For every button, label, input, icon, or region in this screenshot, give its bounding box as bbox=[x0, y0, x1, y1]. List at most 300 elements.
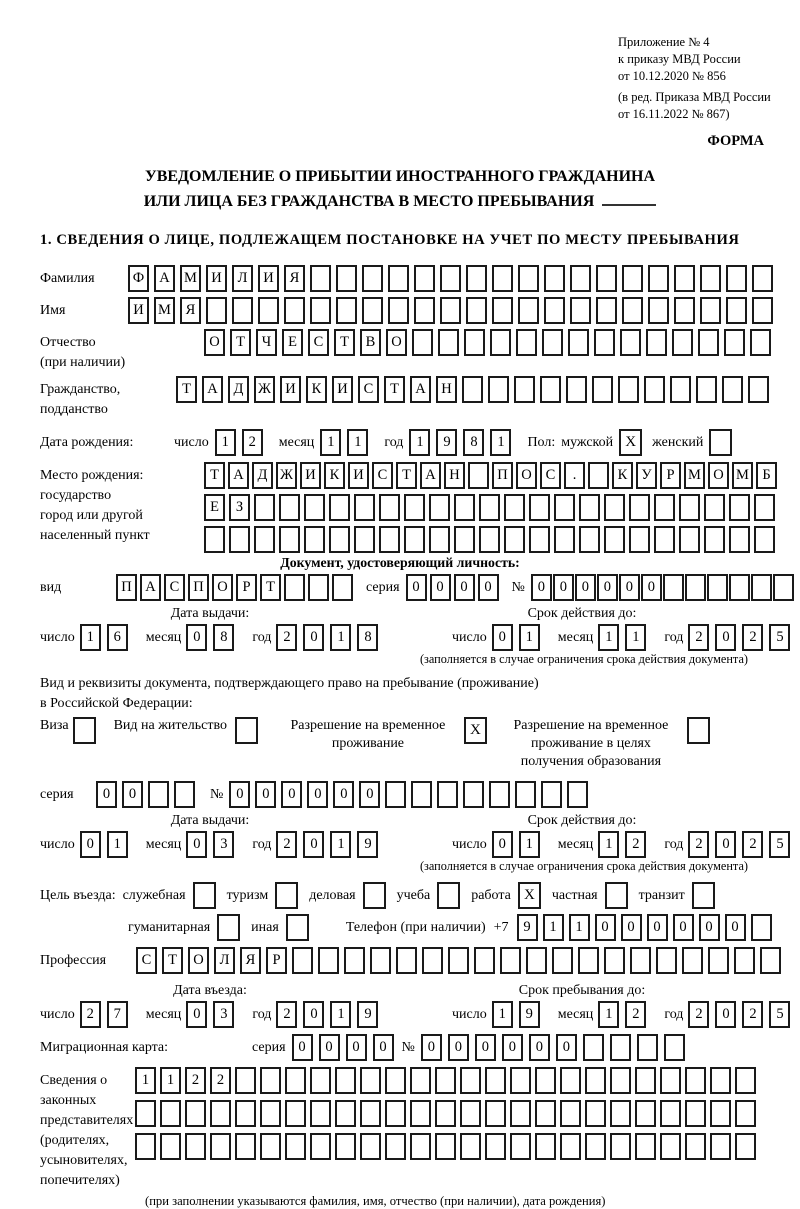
given-name-cells-cell-0[interactable]: И bbox=[128, 297, 149, 324]
profession-cells-cell-20[interactable] bbox=[656, 947, 677, 974]
migration-series-cells-cell-1[interactable]: 0 bbox=[319, 1034, 340, 1061]
purpose-private-checkbox[interactable] bbox=[605, 882, 628, 909]
doc-number-cells-cell-9[interactable] bbox=[729, 574, 750, 601]
citizenship-cells-cell-7[interactable]: С bbox=[358, 376, 379, 403]
birth-place-row-3-cell-6[interactable] bbox=[354, 526, 375, 553]
birth-place-row-1-cell-5[interactable]: К bbox=[324, 462, 345, 489]
doc-number-cells-cell-5[interactable]: 0 bbox=[641, 574, 662, 601]
identity-expiry-month-cells-cell-1[interactable]: 1 bbox=[625, 624, 646, 651]
profession-cells-cell-2[interactable]: О bbox=[188, 947, 209, 974]
citizenship-cells-cell-8[interactable]: Т bbox=[384, 376, 405, 403]
entry-year-cells-cell-1[interactable]: 0 bbox=[303, 1001, 324, 1028]
representatives-row-3-cell-24[interactable] bbox=[735, 1133, 756, 1160]
representatives-row-2-cell-13[interactable] bbox=[460, 1100, 481, 1127]
patronymic-cells-cell-17[interactable] bbox=[646, 329, 667, 356]
entry-month-cells-cell-0[interactable]: 0 bbox=[186, 1001, 207, 1028]
profession-cells-cell-8[interactable] bbox=[344, 947, 365, 974]
birth-year-cells-cell-2[interactable]: 8 bbox=[463, 429, 484, 456]
representatives-row-2-cell-24[interactable] bbox=[735, 1100, 756, 1127]
representatives-row-3-cell-9[interactable] bbox=[360, 1133, 381, 1160]
citizenship-cells-cell-19[interactable] bbox=[670, 376, 691, 403]
doc-type-cells-cell-6[interactable]: Т bbox=[260, 574, 281, 601]
birth-place-row-2-cell-6[interactable] bbox=[354, 494, 375, 521]
phone-cells-cell-5[interactable]: 0 bbox=[647, 914, 668, 941]
residence-issue-year-cells-cell-0[interactable]: 2 bbox=[276, 831, 297, 858]
residence-series-cells-cell-0[interactable]: 0 bbox=[96, 781, 117, 808]
patronymic-cells-cell-6[interactable]: В bbox=[360, 329, 381, 356]
residence-issue-day-cells-cell-0[interactable]: 0 bbox=[80, 831, 101, 858]
birth-place-row-3-cell-8[interactable] bbox=[404, 526, 425, 553]
doc-type-cells-cell-5[interactable]: Р bbox=[236, 574, 257, 601]
birth-place-row-3-cell-21[interactable] bbox=[729, 526, 750, 553]
representatives-row-3-cell-12[interactable] bbox=[435, 1133, 456, 1160]
birth-place-row-1-cell-2[interactable]: Д bbox=[252, 462, 273, 489]
given-name-cells-cell-4[interactable] bbox=[232, 297, 253, 324]
sex-female-checkbox[interactable] bbox=[709, 429, 732, 456]
representatives-row-2-cell-20[interactable] bbox=[635, 1100, 656, 1127]
birth-place-row-1-cell-17[interactable]: К bbox=[612, 462, 633, 489]
residence-number-cells-cell-0[interactable]: 0 bbox=[229, 781, 250, 808]
surname-cells-cell-18[interactable] bbox=[596, 265, 617, 292]
doc-number-cells-cell-7[interactable] bbox=[685, 574, 706, 601]
birth-place-row-3-cell-2[interactable] bbox=[254, 526, 275, 553]
given-name-cells-cell-17[interactable] bbox=[570, 297, 591, 324]
patronymic-cells-cell-13[interactable] bbox=[542, 329, 563, 356]
birth-place-row-3-cell-16[interactable] bbox=[604, 526, 625, 553]
citizenship-cells-cell-11[interactable] bbox=[462, 376, 483, 403]
birth-place-row-1-cell-12[interactable]: П bbox=[492, 462, 513, 489]
representatives-row-1-cell-5[interactable] bbox=[260, 1067, 281, 1094]
profession-cells-cell-9[interactable] bbox=[370, 947, 391, 974]
profession-cells-cell-1[interactable]: Т bbox=[162, 947, 183, 974]
residence-number-cells-cell-12[interactable] bbox=[541, 781, 562, 808]
migration-number-cells-cell-4[interactable]: 0 bbox=[529, 1034, 550, 1061]
birth-year-cells-cell-1[interactable]: 9 bbox=[436, 429, 457, 456]
surname-cells-cell-11[interactable] bbox=[414, 265, 435, 292]
given-name-cells-cell-13[interactable] bbox=[466, 297, 487, 324]
purpose-business-checkbox[interactable] bbox=[363, 882, 386, 909]
representatives-row-1-cell-3[interactable]: 2 bbox=[210, 1067, 231, 1094]
surname-cells-cell-8[interactable] bbox=[336, 265, 357, 292]
representatives-row-1-cell-7[interactable] bbox=[310, 1067, 331, 1094]
migration-series-cells-cell-0[interactable]: 0 bbox=[292, 1034, 313, 1061]
residence-number-cells-cell-5[interactable]: 0 bbox=[359, 781, 380, 808]
citizenship-cells-cell-0[interactable]: Т bbox=[176, 376, 197, 403]
representatives-row-2-cell-10[interactable] bbox=[385, 1100, 406, 1127]
profession-cells-cell-10[interactable] bbox=[396, 947, 417, 974]
birth-place-row-2-cell-9[interactable] bbox=[429, 494, 450, 521]
birth-month-cells-cell-0[interactable]: 1 bbox=[320, 429, 341, 456]
representatives-row-3-cell-5[interactable] bbox=[260, 1133, 281, 1160]
representatives-row-2-cell-22[interactable] bbox=[685, 1100, 706, 1127]
representatives-row-2-cell-9[interactable] bbox=[360, 1100, 381, 1127]
surname-cells-cell-17[interactable] bbox=[570, 265, 591, 292]
citizenship-cells-cell-3[interactable]: Ж bbox=[254, 376, 275, 403]
profession-cells-cell-15[interactable] bbox=[526, 947, 547, 974]
residence-number-cells-cell-8[interactable] bbox=[437, 781, 458, 808]
residence-number-cells-cell-2[interactable]: 0 bbox=[281, 781, 302, 808]
representatives-row-1-cell-18[interactable] bbox=[585, 1067, 606, 1094]
representatives-row-3-cell-0[interactable] bbox=[135, 1133, 156, 1160]
migration-number-cells-cell-1[interactable]: 0 bbox=[448, 1034, 469, 1061]
surname-cells-cell-3[interactable]: И bbox=[206, 265, 227, 292]
phone-cells-cell-3[interactable]: 0 bbox=[595, 914, 616, 941]
purpose-transit-checkbox[interactable] bbox=[692, 882, 715, 909]
migration-number-cells-cell-7[interactable] bbox=[610, 1034, 631, 1061]
option-temp-residence-checkbox[interactable]: X bbox=[464, 717, 487, 744]
entry-year-cells-cell-3[interactable]: 9 bbox=[357, 1001, 378, 1028]
birth-place-row-2-cell-13[interactable] bbox=[529, 494, 550, 521]
birth-place-row-1-cell-7[interactable]: С bbox=[372, 462, 393, 489]
birth-place-row-3-cell-13[interactable] bbox=[529, 526, 550, 553]
profession-cells-cell-23[interactable] bbox=[734, 947, 755, 974]
representatives-row-3-cell-18[interactable] bbox=[585, 1133, 606, 1160]
citizenship-cells-cell-16[interactable] bbox=[592, 376, 613, 403]
representatives-row-3-cell-22[interactable] bbox=[685, 1133, 706, 1160]
residence-expiry-year-cells-cell-3[interactable]: 5 bbox=[769, 831, 790, 858]
residence-number-cells-cell-9[interactable] bbox=[463, 781, 484, 808]
representatives-row-2-cell-0[interactable] bbox=[135, 1100, 156, 1127]
given-name-cells-cell-19[interactable] bbox=[622, 297, 643, 324]
purpose-official-checkbox[interactable] bbox=[193, 882, 216, 909]
identity-expiry-year-cells-cell-1[interactable]: 0 bbox=[715, 624, 736, 651]
given-name-cells-cell-15[interactable] bbox=[518, 297, 539, 324]
representatives-row-1-cell-9[interactable] bbox=[360, 1067, 381, 1094]
birth-place-row-1-cell-15[interactable]: . bbox=[564, 462, 585, 489]
birth-place-row-1-cell-3[interactable]: Ж bbox=[276, 462, 297, 489]
phone-cells-cell-2[interactable]: 1 bbox=[569, 914, 590, 941]
representatives-row-2-cell-17[interactable] bbox=[560, 1100, 581, 1127]
stay-year-cells-cell-3[interactable]: 5 bbox=[769, 1001, 790, 1028]
sex-male-checkbox[interactable]: X bbox=[619, 429, 642, 456]
residence-number-cells-cell-6[interactable] bbox=[385, 781, 406, 808]
citizenship-cells-cell-12[interactable] bbox=[488, 376, 509, 403]
identity-issue-month-cells-cell-0[interactable]: 0 bbox=[186, 624, 207, 651]
representatives-row-2-cell-23[interactable] bbox=[710, 1100, 731, 1127]
representatives-row-1-cell-19[interactable] bbox=[610, 1067, 631, 1094]
residence-expiry-day-cells-cell-1[interactable]: 1 bbox=[519, 831, 540, 858]
given-name-cells-cell-6[interactable] bbox=[284, 297, 305, 324]
phone-cells-cell-0[interactable]: 9 bbox=[517, 914, 538, 941]
migration-series-cells-cell-3[interactable]: 0 bbox=[373, 1034, 394, 1061]
birth-place-row-1-cell-18[interactable]: У bbox=[636, 462, 657, 489]
phone-cells-cell-8[interactable]: 0 bbox=[725, 914, 746, 941]
phone-cells-cell-7[interactable]: 0 bbox=[699, 914, 720, 941]
surname-cells-cell-4[interactable]: Л bbox=[232, 265, 253, 292]
citizenship-cells-cell-18[interactable] bbox=[644, 376, 665, 403]
representatives-row-2-cell-1[interactable] bbox=[160, 1100, 181, 1127]
representatives-row-3-cell-14[interactable] bbox=[485, 1133, 506, 1160]
patronymic-cells-cell-0[interactable]: О bbox=[204, 329, 225, 356]
representatives-row-3-cell-16[interactable] bbox=[535, 1133, 556, 1160]
profession-cells-cell-0[interactable]: С bbox=[136, 947, 157, 974]
profession-cells-cell-7[interactable] bbox=[318, 947, 339, 974]
representatives-row-1-cell-17[interactable] bbox=[560, 1067, 581, 1094]
representatives-row-3-cell-8[interactable] bbox=[335, 1133, 356, 1160]
representatives-row-1-cell-23[interactable] bbox=[710, 1067, 731, 1094]
entry-month-cells-cell-1[interactable]: 3 bbox=[213, 1001, 234, 1028]
birth-place-row-2-cell-5[interactable] bbox=[329, 494, 350, 521]
representatives-row-1-cell-10[interactable] bbox=[385, 1067, 406, 1094]
migration-series-cells-cell-2[interactable]: 0 bbox=[346, 1034, 367, 1061]
surname-cells-cell-16[interactable] bbox=[544, 265, 565, 292]
patronymic-cells-cell-9[interactable] bbox=[438, 329, 459, 356]
profession-cells-cell-21[interactable] bbox=[682, 947, 703, 974]
birth-place-row-1-cell-21[interactable]: О bbox=[708, 462, 729, 489]
representatives-row-2-cell-16[interactable] bbox=[535, 1100, 556, 1127]
residence-number-cells-cell-4[interactable]: 0 bbox=[333, 781, 354, 808]
given-name-cells-cell-1[interactable]: М bbox=[154, 297, 175, 324]
surname-cells-cell-7[interactable] bbox=[310, 265, 331, 292]
given-name-cells-cell-16[interactable] bbox=[544, 297, 565, 324]
given-name-cells-cell-23[interactable] bbox=[726, 297, 747, 324]
birth-place-row-2-cell-10[interactable] bbox=[454, 494, 475, 521]
patronymic-cells-cell-14[interactable] bbox=[568, 329, 589, 356]
surname-cells-cell-24[interactable] bbox=[752, 265, 773, 292]
profession-cells-cell-18[interactable] bbox=[604, 947, 625, 974]
patronymic-cells-cell-18[interactable] bbox=[672, 329, 693, 356]
representatives-row-3-cell-7[interactable] bbox=[310, 1133, 331, 1160]
entry-year-cells-cell-2[interactable]: 1 bbox=[330, 1001, 351, 1028]
given-name-cells-cell-12[interactable] bbox=[440, 297, 461, 324]
purpose-study-checkbox[interactable] bbox=[437, 882, 460, 909]
representatives-row-3-cell-13[interactable] bbox=[460, 1133, 481, 1160]
representatives-row-3-cell-10[interactable] bbox=[385, 1133, 406, 1160]
birth-place-row-3-cell-22[interactable] bbox=[754, 526, 775, 553]
representatives-row-2-cell-14[interactable] bbox=[485, 1100, 506, 1127]
patronymic-cells-cell-4[interactable]: С bbox=[308, 329, 329, 356]
given-name-cells-cell-7[interactable] bbox=[310, 297, 331, 324]
given-name-cells-cell-24[interactable] bbox=[752, 297, 773, 324]
patronymic-cells-cell-11[interactable] bbox=[490, 329, 511, 356]
representatives-row-2-cell-6[interactable] bbox=[285, 1100, 306, 1127]
surname-cells-cell-9[interactable] bbox=[362, 265, 383, 292]
surname-cells-cell-21[interactable] bbox=[674, 265, 695, 292]
representatives-row-1-cell-12[interactable] bbox=[435, 1067, 456, 1094]
doc-number-cells-cell-11[interactable] bbox=[773, 574, 794, 601]
birth-place-row-3-cell-11[interactable] bbox=[479, 526, 500, 553]
birth-place-row-2-cell-0[interactable]: Е bbox=[204, 494, 225, 521]
birth-place-row-3-cell-17[interactable] bbox=[629, 526, 650, 553]
doc-series-cells-cell-2[interactable]: 0 bbox=[454, 574, 475, 601]
representatives-row-3-cell-19[interactable] bbox=[610, 1133, 631, 1160]
given-name-cells-cell-5[interactable] bbox=[258, 297, 279, 324]
residence-number-cells-cell-13[interactable] bbox=[567, 781, 588, 808]
doc-number-cells-cell-8[interactable] bbox=[707, 574, 728, 601]
migration-number-cells-cell-5[interactable]: 0 bbox=[556, 1034, 577, 1061]
doc-number-cells-cell-6[interactable] bbox=[663, 574, 684, 601]
surname-cells-cell-0[interactable]: Ф bbox=[128, 265, 149, 292]
residence-expiry-month-cells-cell-0[interactable]: 1 bbox=[598, 831, 619, 858]
doc-number-cells-cell-1[interactable]: 0 bbox=[553, 574, 574, 601]
residence-series-cells-cell-1[interactable]: 0 bbox=[122, 781, 143, 808]
birth-place-row-1-cell-23[interactable]: Б bbox=[756, 462, 777, 489]
representatives-row-3-cell-2[interactable] bbox=[185, 1133, 206, 1160]
birth-place-row-1-cell-19[interactable]: Р bbox=[660, 462, 681, 489]
representatives-row-1-cell-21[interactable] bbox=[660, 1067, 681, 1094]
residence-number-cells-cell-11[interactable] bbox=[515, 781, 536, 808]
birth-place-row-1-cell-13[interactable]: О bbox=[516, 462, 537, 489]
doc-type-cells-cell-2[interactable]: С bbox=[164, 574, 185, 601]
residence-expiry-year-cells-cell-1[interactable]: 0 bbox=[715, 831, 736, 858]
given-name-cells-cell-8[interactable] bbox=[336, 297, 357, 324]
representatives-row-1-cell-14[interactable] bbox=[485, 1067, 506, 1094]
birth-month-cells-cell-1[interactable]: 1 bbox=[347, 429, 368, 456]
given-name-cells-cell-14[interactable] bbox=[492, 297, 513, 324]
stay-month-cells-cell-0[interactable]: 1 bbox=[598, 1001, 619, 1028]
representatives-row-1-cell-13[interactable] bbox=[460, 1067, 481, 1094]
representatives-row-1-cell-20[interactable] bbox=[635, 1067, 656, 1094]
citizenship-cells-cell-9[interactable]: А bbox=[410, 376, 431, 403]
birth-place-row-2-cell-4[interactable] bbox=[304, 494, 325, 521]
profession-cells-cell-16[interactable] bbox=[552, 947, 573, 974]
patronymic-cells-cell-5[interactable]: Т bbox=[334, 329, 355, 356]
representatives-row-1-cell-6[interactable] bbox=[285, 1067, 306, 1094]
residence-number-cells-cell-10[interactable] bbox=[489, 781, 510, 808]
doc-series-cells-cell-0[interactable]: 0 bbox=[406, 574, 427, 601]
identity-issue-day-cells-cell-1[interactable]: 6 bbox=[107, 624, 128, 651]
representatives-row-3-cell-15[interactable] bbox=[510, 1133, 531, 1160]
doc-number-cells-cell-4[interactable]: 0 bbox=[619, 574, 640, 601]
citizenship-cells-cell-10[interactable]: Н bbox=[436, 376, 457, 403]
birth-place-row-3-cell-18[interactable] bbox=[654, 526, 675, 553]
birth-place-row-2-cell-14[interactable] bbox=[554, 494, 575, 521]
residence-issue-year-cells-cell-3[interactable]: 9 bbox=[357, 831, 378, 858]
citizenship-cells-cell-22[interactable] bbox=[748, 376, 769, 403]
given-name-cells-cell-2[interactable]: Я bbox=[180, 297, 201, 324]
identity-expiry-day-cells-cell-1[interactable]: 1 bbox=[519, 624, 540, 651]
stay-year-cells-cell-0[interactable]: 2 bbox=[688, 1001, 709, 1028]
identity-issue-year-cells-cell-0[interactable]: 2 bbox=[276, 624, 297, 651]
birth-place-row-3-cell-5[interactable] bbox=[329, 526, 350, 553]
stay-day-cells-cell-0[interactable]: 1 bbox=[492, 1001, 513, 1028]
birth-place-row-3-cell-19[interactable] bbox=[679, 526, 700, 553]
profession-cells-cell-13[interactable] bbox=[474, 947, 495, 974]
birth-place-row-2-cell-12[interactable] bbox=[504, 494, 525, 521]
identity-issue-month-cells-cell-1[interactable]: 8 bbox=[213, 624, 234, 651]
patronymic-cells-cell-20[interactable] bbox=[724, 329, 745, 356]
representatives-row-3-cell-1[interactable] bbox=[160, 1133, 181, 1160]
residence-issue-year-cells-cell-2[interactable]: 1 bbox=[330, 831, 351, 858]
representatives-row-2-cell-15[interactable] bbox=[510, 1100, 531, 1127]
stay-month-cells-cell-1[interactable]: 2 bbox=[625, 1001, 646, 1028]
birth-place-row-2-cell-1[interactable]: З bbox=[229, 494, 250, 521]
given-name-cells-cell-10[interactable] bbox=[388, 297, 409, 324]
birth-place-row-1-cell-8[interactable]: Т bbox=[396, 462, 417, 489]
doc-type-cells-cell-9[interactable] bbox=[332, 574, 353, 601]
representatives-row-1-cell-16[interactable] bbox=[535, 1067, 556, 1094]
representatives-row-2-cell-2[interactable] bbox=[185, 1100, 206, 1127]
purpose-other-checkbox[interactable] bbox=[286, 914, 309, 941]
birth-place-row-2-cell-22[interactable] bbox=[754, 494, 775, 521]
residence-number-cells-cell-1[interactable]: 0 bbox=[255, 781, 276, 808]
citizenship-cells-cell-21[interactable] bbox=[722, 376, 743, 403]
representatives-row-2-cell-21[interactable] bbox=[660, 1100, 681, 1127]
purpose-work-checkbox[interactable]: X bbox=[518, 882, 541, 909]
profession-cells-cell-24[interactable] bbox=[760, 947, 781, 974]
birth-place-row-1-cell-14[interactable]: С bbox=[540, 462, 561, 489]
purpose-humanitarian-checkbox[interactable] bbox=[217, 914, 240, 941]
doc-type-cells-cell-1[interactable]: А bbox=[140, 574, 161, 601]
given-name-cells-cell-22[interactable] bbox=[700, 297, 721, 324]
profession-cells-cell-19[interactable] bbox=[630, 947, 651, 974]
residence-issue-day-cells-cell-1[interactable]: 1 bbox=[107, 831, 128, 858]
identity-expiry-day-cells-cell-0[interactable]: 0 bbox=[492, 624, 513, 651]
patronymic-cells-cell-21[interactable] bbox=[750, 329, 771, 356]
stay-day-cells-cell-1[interactable]: 9 bbox=[519, 1001, 540, 1028]
residence-issue-year-cells-cell-1[interactable]: 0 bbox=[303, 831, 324, 858]
citizenship-cells-cell-13[interactable] bbox=[514, 376, 535, 403]
identity-expiry-year-cells-cell-2[interactable]: 2 bbox=[742, 624, 763, 651]
birth-place-row-1-cell-4[interactable]: И bbox=[300, 462, 321, 489]
given-name-cells-cell-3[interactable] bbox=[206, 297, 227, 324]
surname-cells-cell-5[interactable]: И bbox=[258, 265, 279, 292]
representatives-row-3-cell-20[interactable] bbox=[635, 1133, 656, 1160]
representatives-row-1-cell-22[interactable] bbox=[685, 1067, 706, 1094]
representatives-row-1-cell-1[interactable]: 1 bbox=[160, 1067, 181, 1094]
doc-series-cells-cell-1[interactable]: 0 bbox=[430, 574, 451, 601]
patronymic-cells-cell-19[interactable] bbox=[698, 329, 719, 356]
doc-type-cells-cell-8[interactable] bbox=[308, 574, 329, 601]
residence-expiry-day-cells-cell-0[interactable]: 0 bbox=[492, 831, 513, 858]
representatives-row-2-cell-19[interactable] bbox=[610, 1100, 631, 1127]
profession-cells-cell-3[interactable]: Л bbox=[214, 947, 235, 974]
given-name-cells-cell-18[interactable] bbox=[596, 297, 617, 324]
entry-year-cells-cell-0[interactable]: 2 bbox=[276, 1001, 297, 1028]
citizenship-cells-cell-20[interactable] bbox=[696, 376, 717, 403]
doc-type-cells-cell-3[interactable]: П bbox=[188, 574, 209, 601]
citizenship-cells-cell-6[interactable]: И bbox=[332, 376, 353, 403]
migration-number-cells-cell-6[interactable] bbox=[583, 1034, 604, 1061]
birth-year-cells-cell-3[interactable]: 1 bbox=[490, 429, 511, 456]
surname-cells-cell-22[interactable] bbox=[700, 265, 721, 292]
patronymic-cells-cell-10[interactable] bbox=[464, 329, 485, 356]
phone-cells-cell-6[interactable]: 0 bbox=[673, 914, 694, 941]
birth-place-row-2-cell-15[interactable] bbox=[579, 494, 600, 521]
birth-place-row-1-cell-20[interactable]: М bbox=[684, 462, 705, 489]
representatives-row-3-cell-4[interactable] bbox=[235, 1133, 256, 1160]
birth-place-row-1-cell-22[interactable]: М bbox=[732, 462, 753, 489]
doc-number-cells-cell-3[interactable]: 0 bbox=[597, 574, 618, 601]
profession-cells-cell-11[interactable] bbox=[422, 947, 443, 974]
doc-series-cells-cell-3[interactable]: 0 bbox=[478, 574, 499, 601]
doc-number-cells-cell-10[interactable] bbox=[751, 574, 772, 601]
purpose-tourism-checkbox[interactable] bbox=[275, 882, 298, 909]
representatives-row-2-cell-8[interactable] bbox=[335, 1100, 356, 1127]
profession-cells-cell-14[interactable] bbox=[500, 947, 521, 974]
birth-place-row-3-cell-10[interactable] bbox=[454, 526, 475, 553]
birth-place-row-3-cell-9[interactable] bbox=[429, 526, 450, 553]
patronymic-cells-cell-16[interactable] bbox=[620, 329, 641, 356]
doc-type-cells-cell-7[interactable] bbox=[284, 574, 305, 601]
surname-cells-cell-15[interactable] bbox=[518, 265, 539, 292]
identity-expiry-month-cells-cell-0[interactable]: 1 bbox=[598, 624, 619, 651]
representatives-row-1-cell-2[interactable]: 2 bbox=[185, 1067, 206, 1094]
representatives-row-2-cell-5[interactable] bbox=[260, 1100, 281, 1127]
phone-cells-cell-9[interactable] bbox=[751, 914, 772, 941]
representatives-row-2-cell-18[interactable] bbox=[585, 1100, 606, 1127]
birth-day-cells-cell-0[interactable]: 1 bbox=[215, 429, 236, 456]
birth-place-row-2-cell-7[interactable] bbox=[379, 494, 400, 521]
representatives-row-1-cell-15[interactable] bbox=[510, 1067, 531, 1094]
phone-cells-cell-1[interactable]: 1 bbox=[543, 914, 564, 941]
surname-cells-cell-23[interactable] bbox=[726, 265, 747, 292]
profession-cells-cell-6[interactable] bbox=[292, 947, 313, 974]
identity-issue-year-cells-cell-2[interactable]: 1 bbox=[330, 624, 351, 651]
representatives-row-3-cell-6[interactable] bbox=[285, 1133, 306, 1160]
migration-number-cells-cell-3[interactable]: 0 bbox=[502, 1034, 523, 1061]
representatives-row-1-cell-0[interactable]: 1 bbox=[135, 1067, 156, 1094]
